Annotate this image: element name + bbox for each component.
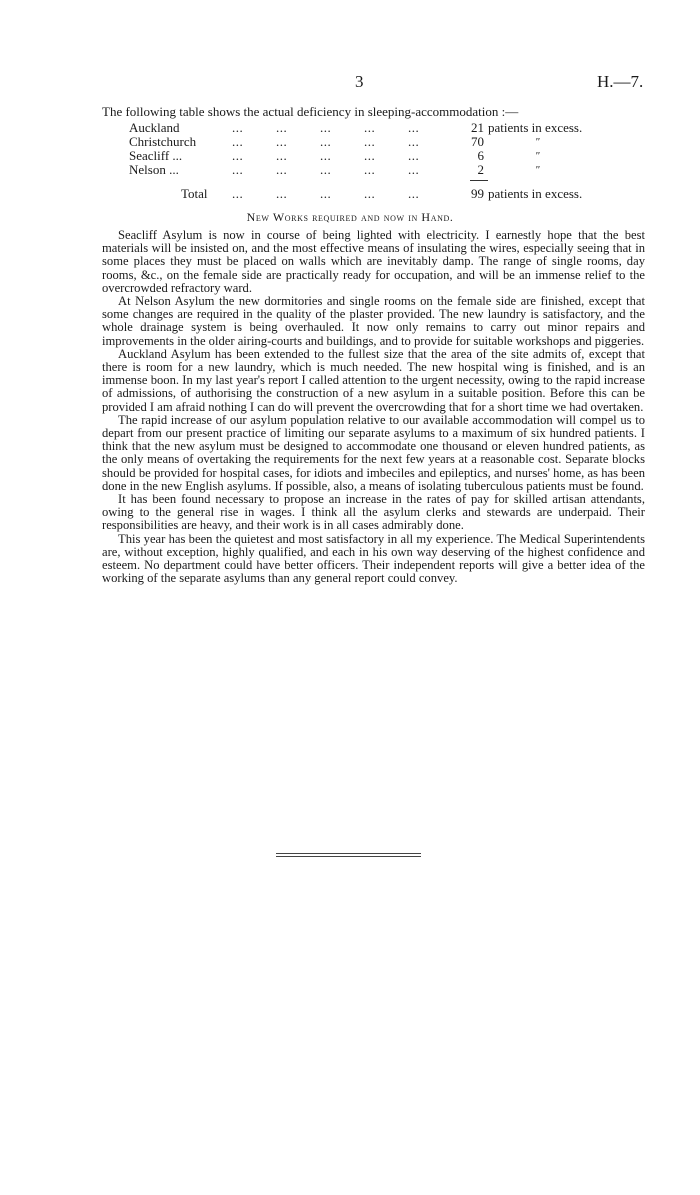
leader-dots: ... ... ... ... ... — [232, 186, 420, 201]
place-name: Nelson ... — [129, 162, 179, 177]
leader-dots: ... ... ... ... ... — [232, 120, 420, 135]
place-name: Auckland — [129, 120, 180, 135]
paragraph-population: The rapid increase of our asylum population relative to our available accommodation will compel us to depart from our present practice of limiting our separate asylums to a maximum of six hundred patients. I think that the new asylum must be designed to accommodate one thousand or eleven hundred patients, as the only means of overtaking the requirements for the next few years at a reasonable cost. Separate blocks should be provided for hospital cases, for idiots and imbeciles and epileptics, and nurses' home, as has been done in the new English asylums. If possible, also, a means of isolating tuberculous patients must be found. — [102, 412, 645, 493]
count-note: patients in excess. — [488, 120, 583, 135]
total-row — [0, 186, 700, 200]
ditto-mark: " — [535, 136, 540, 148]
paragraph-nelson: At Nelson Asylum the new dormitories and single rooms on the female side are finished, except that some changes are required in the quality of the plaster provided. The new laundry is satisfactory, and the whole drainage system is being overhauled. It now only remains to carry out minor repairs and improvements in the older airing-courts and buildings, and to provide for suitable workshops and piggeries. — [102, 294, 645, 348]
place-name: Christchurch — [129, 134, 197, 149]
ditto-mark: " — [535, 150, 540, 162]
table-row — [0, 162, 700, 176]
deficiency-table — [0, 120, 700, 200]
place-name: Seacliff ... — [129, 148, 183, 163]
document-reference: H.—7. — [597, 72, 644, 91]
section-heading: New Works required and now in Hand. — [246, 210, 454, 224]
total-count: 99 — [471, 186, 484, 201]
ditto-mark: " — [535, 164, 540, 176]
patient-count: 70 — [471, 134, 484, 149]
patient-count: 6 — [477, 148, 484, 163]
paragraph-seacliff: Seacliff Asylum is now in course of being lighted with electricity. I earnestly hope that the best materials will be insisted on, and the most effective means of insulating the wires, especially seeing that in some places they must be placed on walls which are inevitably damp. The range of single rooms, day rooms, &c., on the female side are practically ready for occupation, and will be an immense relief to the overcrowded refractory ward. — [102, 228, 645, 295]
paragraph-summary: This year has been the quietest and most satisfactory in all my experience. The Medical Superintendents are, without exception, highly qualified, and each in his own way deserving of the highest confidence and esteem. No department could have better officers. Their independent reports will give a better idea of the working of the separate asylums than any general report could convey. — [102, 531, 645, 586]
closing-rule — [276, 856, 421, 857]
total-label: Total — [181, 186, 208, 201]
total-note: patients in excess. — [488, 186, 583, 201]
table-row — [0, 148, 700, 162]
table-row — [0, 134, 700, 148]
leader-dots: ... ... ... ... ... — [232, 162, 420, 177]
table-row — [0, 120, 700, 134]
page-number: 3 — [355, 72, 364, 91]
closing-rule — [276, 853, 421, 854]
leader-dots: ... ... ... ... ... — [232, 148, 420, 163]
table-intro: The following table shows the actual deficiency in sleeping-accommodation :— — [102, 104, 519, 119]
paragraph-pay: It has been found necessary to propose an increase in the rates of pay for skilled artisan attendants, owing to the general rise in wages. I think all the asylum clerks and stewards are underpaid. Their responsibilities are heavy, and their work is in all cases admirably done. — [102, 492, 645, 533]
patient-count: 21 — [471, 120, 484, 135]
patient-count: 2 — [477, 162, 484, 177]
body-text — [102, 229, 645, 585]
leader-dots: ... ... ... ... ... — [232, 134, 420, 149]
sum-rule — [470, 180, 488, 181]
paragraph-auckland: Auckland Asylum has been extended to the fullest size that the area of the site admits of, except that there is room for a new laundry, which is much needed. The new hospital wing is finished, and is an immense boon. In my last year's report I called attention to the urgent necessity, owing to the rapid increase of admissions, of authorising the construction of a new asylum in a suitable position. Before this can be provided I am afraid nothing I can do will prevent the overcrowding that for a short time we had overtaken. — [102, 346, 645, 414]
